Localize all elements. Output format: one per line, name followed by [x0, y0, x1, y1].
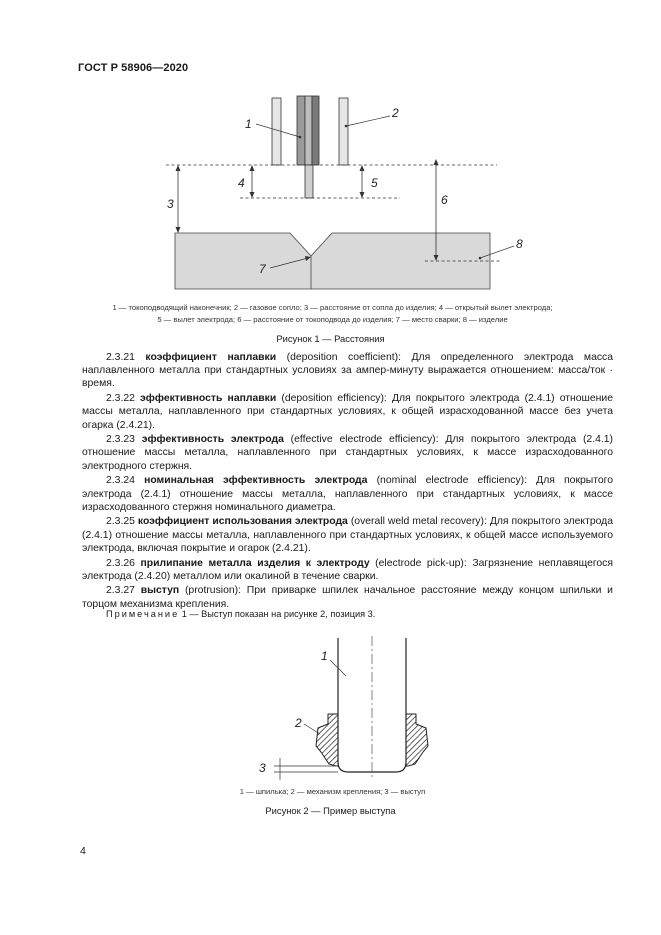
figure-1-legend-line-1: 1 — токоподводящий наконечник; 2 — газовое сопло; 3 — расстояние от сопла до изделия; 4 — открытый вылет электрода;	[112, 303, 553, 312]
definition-2-3-23: 2.3.23 эффективность электрода (effective electrode efficiency): Для покрытого электрода (2.4.1) отношение массы металла, наплавленного при стандартных условиях, к массе израсходованного электродного стержня.	[82, 434, 614, 472]
clamp-left	[316, 714, 338, 766]
definition-2-3-24: 2.3.24 номинальная эффективность электрода (nominal electrode efficiency): Для покрытого электрода (2.4.1) отношение массы металла, наплавленного при стандартных условиях, к массе израсходованного стержня номинального диаметра.	[82, 475, 614, 513]
figure-2-legend: 1 — шпилька; 2 — механизм крепления; 3 — выступ	[239, 787, 426, 796]
fig1-label-7: 7	[259, 262, 266, 276]
fig2-label-3: 3	[259, 761, 266, 775]
definition-term: эффективность наплавки	[140, 393, 277, 405]
fig2-label-1: 1	[321, 649, 328, 663]
figure-1-caption: Рисунок 1 — Расстояния	[276, 333, 385, 344]
fig1-label-4: 4	[238, 176, 245, 190]
definition-term: коэффициент использования электрода	[137, 516, 348, 528]
figure-2-caption: Рисунок 2 — Пример выступа	[265, 805, 396, 816]
electrode	[305, 165, 313, 198]
definition-term: выступ	[140, 585, 180, 597]
fig1-label-3: 3	[167, 197, 174, 211]
definition-2-3-27: 2.3.27 выступ (protrusion): При приварке шпилек начальное расстояние между концом шпильки и торцом механизма крепления.	[82, 585, 613, 610]
gas-nozzle-left	[272, 98, 281, 165]
definition-2-3-21: 2.3.21 коэффициент наплавки (deposition coefficient): Для определенного электрода масса наплавленного металла при стандартных условиях за ампер-минуту выражается отношением: масса/ток · время.	[82, 352, 614, 390]
document-header: ГОСТ Р 58906—2020	[78, 62, 189, 74]
page-number: 4	[80, 845, 86, 857]
contact-tip	[297, 96, 305, 165]
fig1-label-2: 2	[392, 106, 399, 120]
definition-term: прилипание металла изделия к электроду	[140, 557, 370, 569]
note-word: Примечание	[106, 609, 180, 619]
definition-term: эффективность электрода	[141, 434, 284, 446]
fig1-label-8: 8	[516, 237, 523, 251]
fig1-label-1: 1	[245, 117, 252, 131]
figure-1-diagram	[0, 0, 661, 300]
definition-2-3-26: 2.3.26 прилипание металла изделия к электроду (electrode pick-up): Загрязнение неплавящегося электрода (2.4.20) металлом или окалиной в течение сварки.	[82, 557, 614, 582]
gas-nozzle-right	[339, 98, 348, 165]
figure-2-diagram	[0, 630, 661, 790]
definition-term: коэффициент наплавки	[145, 352, 277, 363]
definition-term: номинальная эффективность электрода	[144, 475, 368, 487]
definitions-body	[82, 351, 613, 612]
note-text: 1 — Выступ показан на рисунке 2, позиция 3.	[179, 609, 376, 619]
figure-1-legend-line-2: 5 — вылет электрода; 6 — расстояние от токоподвода до изделия; 7 — место сварки; 8 — изделие	[157, 315, 508, 324]
definition-2-3-25: 2.3.25 коэффициент использования электрода (overall weld metal recovery): Для покрытого электрода (2.4.1) отношение массы металла, наплавленного при стандартных условиях, к общей массе используемого электрода, включая покрытие и огарок (2.4.21).	[82, 516, 613, 554]
fig2-label-2: 2	[295, 716, 302, 730]
fig1-label-6: 6	[441, 193, 448, 207]
definition-2-3-22: 2.3.22 эффективность наплавки (deposition efficiency): Для покрытого электрода (2.4.1) отношение массы металла, наплавленного при стандартных условиях, к общей израсходованной массе без учета огарка (2.4.21).	[82, 393, 613, 431]
figure-1-legend	[60, 302, 605, 326]
note	[106, 609, 375, 619]
clamp-right	[406, 714, 428, 766]
fig1-label-5: 5	[371, 176, 378, 190]
